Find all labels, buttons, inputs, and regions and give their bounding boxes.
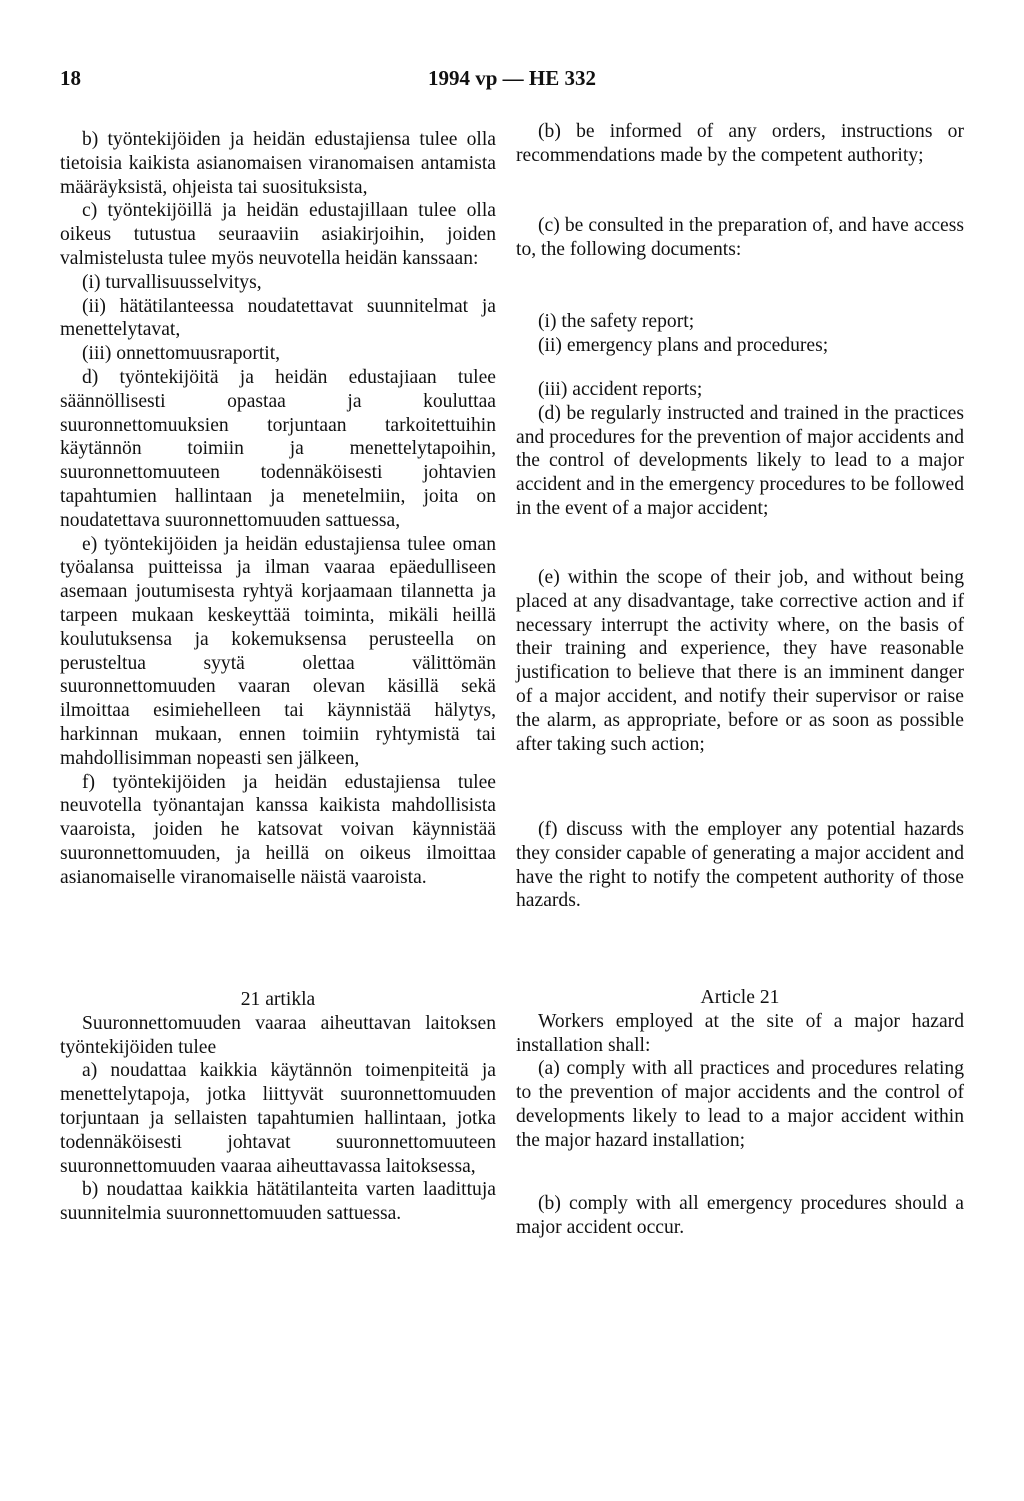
en-block-c [516,214,964,262]
en-article-a: (a) comply with all practices and procedures relating to the prevention of major accidents and the control of developments likely to lead to a major accident within the major hazard installation; [516,1058,964,1151]
fi-item-iii: (iii) onnettomuusraportit, [82,343,281,365]
fi-para-c: c) työntekijöillä ja heidän edustajillaan tulee olla oikeus tutustua seuraaviin asiakirjoihin, joiden valmistelusta tulee myös neuvotella heidän kanssaan: [60,200,496,269]
en-para-c: (c) be consulted in the preparation of, and have access to, the following documents: [516,215,964,260]
fi-article-a: a) noudattaa kaikkia käytännön toimenpiteitä ja menettelytapoja, jotka liittyvät suuronnettomuuden torjuntaan ja sellaisten tapahtumien hallintaan, jotka todennäköisesti johtavat suuronnettomuuteen suuronnettomuuden vaaraa aiheuttavassa laitoksessa, [60,1060,496,1177]
fi-article-heading: 21 artikla [240,989,316,1010]
en-para-e: (e) within the scope of their job, and without being placed at any disadvantage, take corrective action and if necessary interrupt the activity where, on the basis of their training and experience, they have reasonable justification to believe that there is an imminent danger of a major accident, and notify their supervisor or raise the alarm, as appropriate, before or as soon as possible after taking such action; [516,567,964,755]
running-head: 1994 vp — HE 332 [427,66,597,90]
en-article [516,986,964,1153]
fi-para-f: f) työntekijöiden ja heidän edustajiensa tulee neuvotella työnantajan kanssa kaikista mahdollisista vaaroista, joiden he katsovat voivan käynnistää suuronnettomuuden, ja heillä on oikeus ilmoittaa asianomaiselle viranomaiselle näistä vaaroista. [60,771,496,888]
fi-article-intro: Suuronnettomuuden vaaraa aiheuttavan laitoksen työntekijöiden tulee [60,1012,496,1058]
fi-para-b: b) työntekijöiden ja heidän edustajiensa tulee olla tietoisia kaikista asianomaisen viranomaisen antamista määräyksistä, ohjeista tai suosituksista, [60,129,496,198]
fi-para-d: d) työntekijöitä ja heidän edustajiaan tulee säännöllisesti opastaa ja kouluttaa suuronnettomuuksien torjuntaan tarkoitettuihin käytännön toimiin ja menettelytapoihin, suuronnettomuuteen todennäköisesti johtavien tapahtumien hallintaan ja menetelmiin, joita on noudatettava suuronnettomuuden sattuessa, [60,366,496,531]
en-para-b: (b) be informed of any orders, instructions or recommendations made by the competent authority; [516,121,964,166]
fi-item-ii: (ii) hätätilanteessa noudatettavat suunnitelmat ja menettelytavat, [60,295,496,341]
page-number: 18 [60,66,81,90]
page-header [0,66,1024,96]
en-item-iii: (iii) accident reports; [538,379,703,400]
fi-item-i: (i) turvallisuusselvitys, [82,271,262,293]
en-block-d [516,378,964,521]
fi-para-e: e) työntekijöiden ja heidän edustajiensa tulee oman työalansa puitteissa ja ilman vaaraa epäedulliseen asemaan joutumisesta ryhtyä korjaamaan tilannetta ja tarpeen mukaan keskeyttää toiminta, mikäli heillä koulutuksensa ja kokemuksensa perusteella on perusteltua syytä olettaa välittömän suuronnettomuuden vaaran olevan käsillä sekä ilmoittaa esimiehelleen tai käynnistää hälytys, harkinnan mukaan, ennen toimiin ryhtymistä tai mahdollisimman nopeasti sen jälkeen, [60,533,496,769]
en-block-f [516,818,964,913]
en-item-i: (i) the safety report; [538,311,695,332]
en-para-f: (f) discuss with the employer any potential hazards they consider capable of generating a major accident and have the right to notify the competent authority of those hazards. [516,819,964,912]
en-block-article-b [516,1192,964,1240]
finnish-article [60,988,496,1226]
fi-article-b: b) noudattaa kaikkia hätätilanteita varten laadittuja suunnitelmia suuronnettomuuden sattuessa. [60,1179,496,1225]
en-block-e [516,566,964,756]
en-item-ii: (ii) emergency plans and procedures; [538,334,829,356]
en-article-heading: Article 21 [700,987,780,1008]
en-article-intro: Workers employed at the site of a major hazard installation shall: [516,1010,964,1056]
finnish-column-top [60,128,496,890]
en-block-items [516,310,964,358]
en-para-d: (d) be regularly instructed and trained in the practices and procedures for the prevention of major accidents and the control of developments likely to lead to a major accident and in the emergency procedures to be followed in the event of a major accident; [516,402,964,519]
en-block-b [516,120,964,168]
en-article-b: (b) comply with all emergency procedures should a major accident occur. [516,1193,964,1238]
